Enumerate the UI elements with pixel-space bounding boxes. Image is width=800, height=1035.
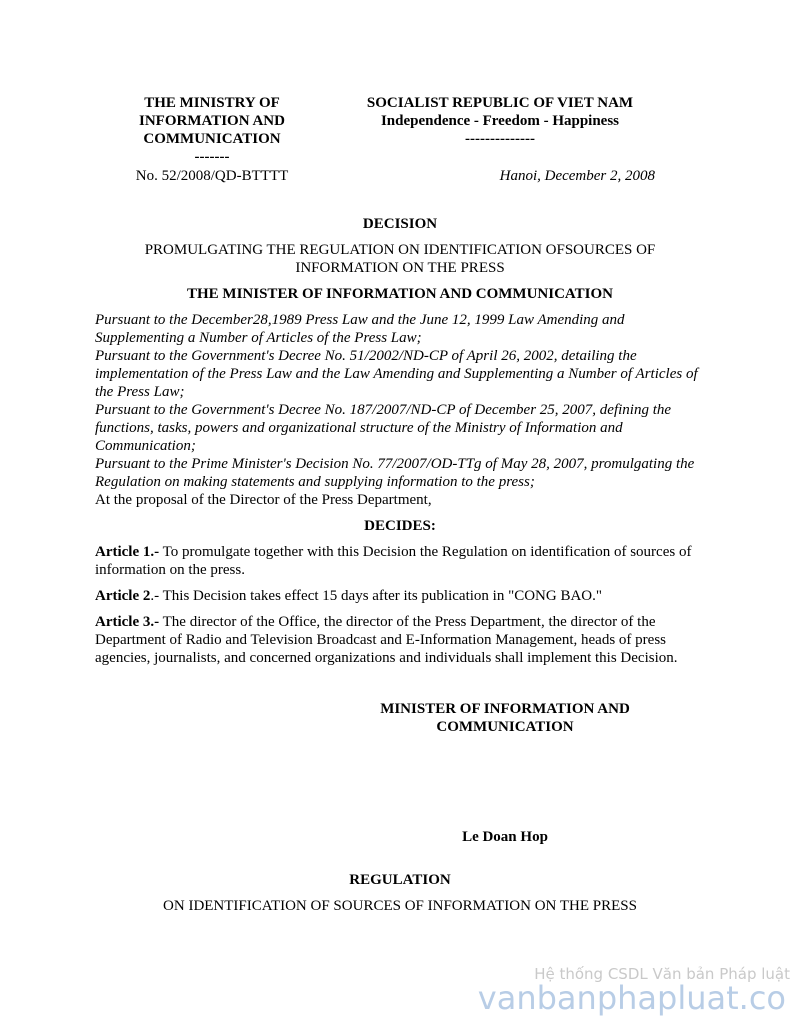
ministry-name-line2: INFORMATION AND <box>139 113 285 129</box>
preamble <box>95 311 707 509</box>
document-date: Hanoi, December 2, 2008 <box>499 168 655 184</box>
regulation-subject: ON IDENTIFICATION OF SOURCES OF INFORMATION ON THE PRESS <box>163 898 637 914</box>
issuing-authority: THE MINISTER OF INFORMATION AND COMMUNICATION <box>187 286 613 302</box>
pursuant-clause: Pursuant to the Government's Decree No. 187/2007/ND-CP of December 25, 2007, defining the functions, tasks, powers and organizational structure of the Ministry of Information and Communication; <box>95 402 672 454</box>
signatory-name: Le Doan Hop <box>462 829 548 845</box>
proposal-clause: At the proposal of the Director of the Press Department, <box>95 492 432 508</box>
watermark-site: vanbanphapluat.co <box>477 979 786 1017</box>
article-text: The director of the Office, the director of the Press Department, the director of the Department of Radio and Television Broadcast and E-Information Management, heads of press agencies, journalists, and concerned organizations and individuals shall implement this Decision. <box>95 614 678 666</box>
article-label: Article 3.- <box>95 614 160 630</box>
ministry-name-line1: THE MINISTRY OF <box>144 95 280 111</box>
article-label: Article 2 <box>95 588 151 604</box>
pursuant-clause: Pursuant to the Government's Decree No. 51/2002/ND-CP of April 26, 2002, detailing the implementation of the Press Law and the Law Amending and Supplementing a Number of Articles of the Press Law; <box>95 348 698 400</box>
decision-heading: DECISION <box>362 216 438 232</box>
republic-name: SOCIALIST REPUBLIC OF VIET NAM <box>366 95 634 111</box>
regulation-heading: REGULATION <box>349 872 451 888</box>
issuing-agency <box>112 94 312 166</box>
pursuant-clause: Pursuant to the Prime Minister's Decision No. 77/2007/OD-TTg of May 28, 2007, promulgating the Regulation on making statements and supplying information to the press; <box>95 456 695 490</box>
article-3 <box>95 613 707 667</box>
signatory-title-line2: COMMUNICATION <box>436 719 574 735</box>
article-label: Article 1.- <box>95 544 160 560</box>
decision-subject-line2: INFORMATION ON THE PRESS <box>295 260 505 276</box>
national-motto: Independence - Freedom - Happiness <box>380 113 620 129</box>
document-number: No. 52/2008/QD-BTTTT <box>135 168 289 184</box>
decision-subject-line1: PROMULGATING THE REGULATION ON IDENTIFICATION OFSOURCES OF <box>144 242 656 258</box>
decides-heading: DECIDES: <box>364 518 436 534</box>
motto-separator: -------------- <box>465 131 535 147</box>
signatory-title-line1: MINISTER OF INFORMATION AND <box>380 701 630 717</box>
article-text: To promulgate together with this Decision the Regulation on identification of sources of information on the press. <box>95 544 692 578</box>
article-1 <box>95 543 707 579</box>
watermark-caption: Hệ thống CSDL Văn bản Pháp luật <box>534 965 790 983</box>
ministry-name-line3: COMMUNICATION <box>143 131 281 147</box>
pursuant-clause: Pursuant to the December28,1989 Press Law and the June 12, 1999 Law Amending and Supplementing a Number of Articles of the Press Law; <box>95 312 625 346</box>
ministry-separator: ------- <box>194 149 230 165</box>
article-text: .- This Decision takes effect 15 days after its publication in "CONG BAO." <box>150 588 602 604</box>
national-title <box>340 94 660 148</box>
signatory-title <box>355 700 655 736</box>
article-2 <box>95 587 707 605</box>
